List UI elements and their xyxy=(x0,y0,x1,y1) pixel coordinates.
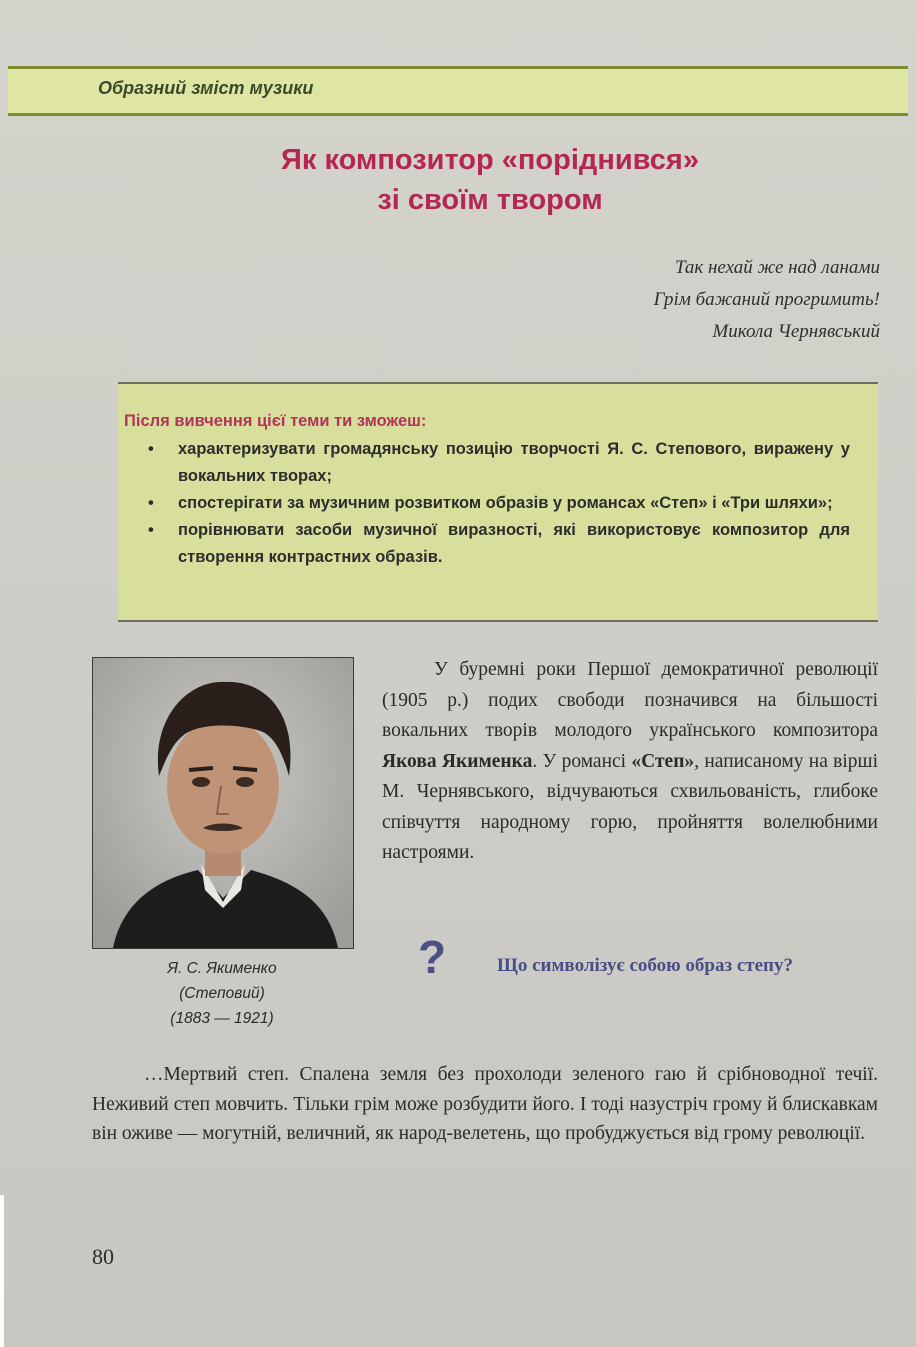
goal-text: спостерігати за музичним розвитком образів у романсах «Степ» і «Три шляхи»; xyxy=(178,494,833,512)
composer-name: Якова Якименка xyxy=(382,750,533,772)
body-text: …Мертвий степ. Спалена земля без прохолоди зеленого гаю й срібноводної течії. Неживий степ мовчить. Тільки грім може розбудити його. І тоді назустріч грому й блискавкам він оживе — могутній, величний, як народ-велетень, що пробуджується від грому революції. xyxy=(92,1064,878,1144)
intro-text-part: У буремні роки Першої демократичної революції (1905 р.) подих свободи позначився на більшості вокальних творів молодого українського композитора xyxy=(382,659,878,741)
caption-alias: (Степовий) xyxy=(179,985,265,1002)
goals-list xyxy=(144,436,850,571)
composer-portrait xyxy=(92,657,354,949)
portrait-caption xyxy=(92,956,352,1031)
title-line-2: зі своїм твором xyxy=(377,184,603,216)
intro-paragraph xyxy=(382,655,878,869)
list-item xyxy=(144,436,850,490)
bullet-icon: • xyxy=(148,521,154,539)
body-paragraph xyxy=(92,1060,878,1149)
bullet-icon: • xyxy=(148,494,154,512)
learning-goals-box xyxy=(118,382,878,622)
page-edge xyxy=(0,1195,4,1347)
intro-text-part: . У романсі xyxy=(532,750,632,772)
portrait-image xyxy=(93,658,353,948)
list-item xyxy=(144,490,850,517)
list-item xyxy=(144,517,850,571)
goal-text: характеризувати громадянську позицію творчості Я. С. Степового, виражену у вокальних творах; xyxy=(178,440,850,485)
intro-text-part: , написаному на вірші М. Чернявського, відчуваються схвильованість, глибоке співчуття народному горю, пройняття волелюбними настроями. xyxy=(382,750,878,863)
goals-heading: Після вивчення цієї теми ти зможеш: xyxy=(124,412,427,430)
question-mark-icon: ? xyxy=(418,931,447,983)
page-number: 80 xyxy=(92,1244,114,1269)
romance-title: «Степ» xyxy=(631,750,695,772)
goal-text: порівнювати засоби музичної виразності, які використовує композитор для створення контрастних образів. xyxy=(178,521,850,566)
caption-name: Я. С. Якименко xyxy=(167,960,277,977)
title-line-1: Як композитор «поріднився» xyxy=(281,144,699,176)
epigraph-line-1: Так нехай же над ланами xyxy=(674,257,880,278)
question-text: Що символізує собою образ степу? xyxy=(497,955,794,976)
caption-years: (1883 — 1921) xyxy=(170,1010,274,1027)
epigraph xyxy=(460,252,880,348)
page-title xyxy=(150,140,830,220)
epigraph-line-2: Грім бажаний прогримить! xyxy=(653,289,880,310)
epigraph-author: Микола Чернявський xyxy=(712,321,880,342)
section-title: Образний зміст музики xyxy=(98,78,314,98)
intro-text xyxy=(382,655,878,869)
bullet-icon: • xyxy=(148,440,154,458)
